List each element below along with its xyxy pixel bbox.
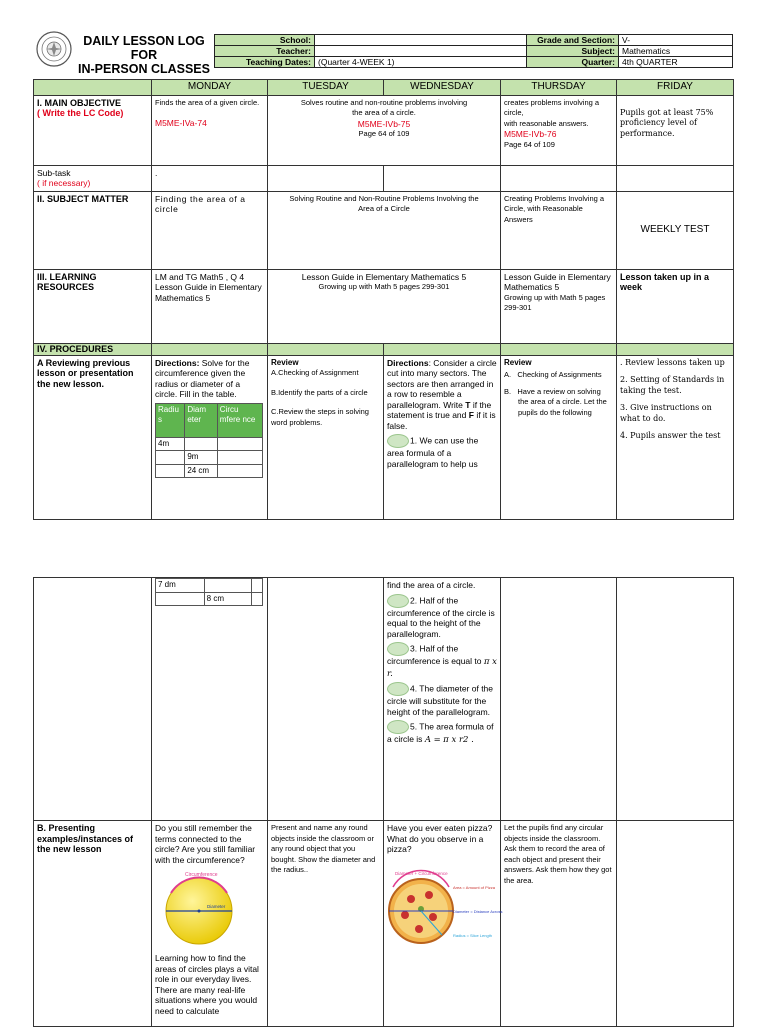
objective-friday: Pupils got at least 75% proficiency level of performance. [617, 95, 734, 165]
lesson-table-page1 [33, 79, 734, 520]
procedure-a-continued-monday [152, 578, 268, 821]
mini-cell [217, 464, 262, 478]
answer-bubble-icon[interactable] [387, 720, 409, 734]
wednesday-item-3: 3. Half of the circumference is equal to [387, 643, 482, 666]
day-friday: FRIDAY [617, 80, 734, 96]
lc-code-tuewed: M5ME-IVb-75 [357, 118, 411, 129]
pizza-diameter-label: Diameter = Distance Across [453, 908, 503, 914]
subtask-tuesday [268, 165, 384, 191]
answer-bubble-icon[interactable] [387, 642, 409, 656]
monday-presenting-text-2: Learning how to find the areas of circles plays a vital role in our everyday lives. There are many real-life situations where you would need to calculate [155, 953, 259, 1016]
procedure-b-thursday: Let the pupils find any circular objects inside the classroom. Ask them to record the area of each object and present their answers. Ask them how they got the area. [501, 821, 617, 1027]
wednesday-item-5: 5. The area formula of a circle is [387, 721, 494, 744]
wednesday-directions-1: : Consider a circle cut into many sectors. The sectors are then arranged in a row to resemble a parallelogram. Write [387, 357, 497, 410]
objective-tuewed-text: Solves routine and non-routine problems involving the area of a circle. [300, 97, 468, 117]
wednesday-item-1-continued: find the area of a circle. [387, 580, 476, 590]
grade-label: Grade and Section: [527, 35, 619, 46]
subtask-wednesday [384, 165, 501, 191]
thursday-review-heading: Review [504, 357, 532, 367]
procedure-a-continued-label [34, 578, 152, 821]
subtask-label: Sub-task [37, 167, 71, 178]
objective-sublabel: ( Write the LC Code) [37, 108, 124, 118]
resources-thursday-1: Lesson Guide in Elementary Mathematics 5 [504, 271, 611, 292]
mini-cell [156, 451, 185, 465]
wednesday-item-4: 4. The diameter of the circle will substitute for the height of the parallelogram. [387, 683, 494, 717]
mini-cell [204, 579, 252, 593]
objective-thursday-text2: with reasonable answers. [504, 118, 589, 128]
procedure-b-row [34, 821, 734, 1027]
wednesday-directions-3: if it is false. [387, 410, 496, 431]
procedure-a-wednesday [384, 355, 501, 519]
lesson-table-page2 [33, 577, 734, 1027]
pizza-circumference-label: Diameter + Circumference [395, 870, 448, 876]
resources-thursday [501, 269, 617, 343]
procedure-a-friday [617, 355, 734, 519]
resources-tuewed [268, 269, 501, 343]
lc-code-thursday: M5ME-IVb-76 [504, 129, 557, 139]
false-mark: F [468, 410, 474, 420]
subject-matter-row [34, 191, 734, 269]
procedures-header-thursday [501, 343, 617, 355]
tuesday-review-a: A.Checking of Assignment [271, 368, 359, 377]
procedure-b-tuesday: Present and name any round objects inside the classroom or any round object that you bought. Show the diameter and the radius.. [268, 821, 384, 1027]
wednesday-item-2: 2. Half of the circumference of the circle is equal to the height of the parallelogram. [387, 594, 495, 639]
circumference-table [155, 403, 263, 479]
thursday-review-a-text: Checking of Assignments [517, 370, 602, 379]
mini-cell [252, 579, 263, 593]
teacher-value [315, 46, 527, 57]
resources-label: III. LEARNING RESOURCES [34, 269, 152, 343]
objective-thursday [501, 95, 617, 165]
objective-thursday-page: Page 64 of 109 [504, 139, 555, 149]
friday-step-1: . Review lessons taken up [620, 357, 725, 367]
quarter-label: Quarter: [527, 57, 619, 68]
subtask-label-cell [34, 165, 152, 191]
procedures-header-row [34, 343, 734, 355]
resources-monday: LM and TG Math5 , Q 4 Lesson Guide in Elementary Mathematics 5 [152, 269, 268, 343]
procedure-a-continued-row [34, 578, 734, 821]
friday-step-3: 3. Give instructions on what to do. [620, 403, 712, 423]
pizza-diagram-icon [387, 859, 503, 969]
day-tuesday: TUESDAY [268, 80, 384, 96]
procedure-a-row [34, 355, 734, 519]
header-info-right [526, 34, 733, 68]
mini-cell [252, 592, 263, 606]
answer-bubble-icon[interactable] [387, 682, 409, 696]
mini-cell: 4m [156, 437, 185, 451]
objective-tuewed-page: Page 64 of 109 [358, 129, 410, 138]
subject-matter-label: II. SUBJECT MATTER [34, 191, 152, 269]
resources-tuewed-2: Growing up with Math 5 pages 299-301 [318, 282, 450, 291]
wednesday-presenting-text: Have you ever eaten pizza? What do you observe in a pizza? [387, 823, 493, 854]
wednesday-item-3-formula: π x r. [387, 657, 497, 679]
objective-label: I. MAIN OBJECTIVE [37, 97, 122, 108]
resources-thursday-2: Growing up with Math 5 pages 299-301 [504, 292, 606, 312]
list-marker: B. [504, 386, 512, 396]
answer-bubble-icon[interactable] [387, 434, 409, 448]
mini-cell [217, 437, 262, 451]
procedure-a-continued-tuesday [268, 578, 384, 821]
header-info-left [214, 34, 527, 68]
mini-cell [217, 451, 262, 465]
circumference-label: Circumference [185, 872, 218, 878]
mini-cell: 9m [185, 451, 217, 465]
mini-header-radius: Radiu s [156, 403, 185, 437]
teaching-dates-label: Teaching Dates: [215, 57, 315, 68]
mini-row [156, 437, 263, 451]
pizza-radius-label: Radius = Slice Length [453, 932, 493, 938]
day-header-row [34, 80, 734, 96]
lc-code-monday: M5ME-IVa-74 [155, 118, 207, 128]
objective-thursday-text1: creates problems involving a circle, [504, 97, 600, 117]
thursday-review-b [504, 387, 613, 419]
procedure-a-thursday [501, 355, 617, 519]
objective-label-cell [34, 95, 152, 165]
corner-cell [34, 80, 152, 96]
circle-diagram-icon [159, 869, 239, 949]
resources-tuewed-1: Lesson Guide in Elementary Mathematics 5 [301, 271, 467, 282]
day-wednesday: WEDNESDAY [384, 80, 501, 96]
mini-row [156, 592, 263, 606]
procedures-header-wednesday [384, 343, 501, 355]
procedure-b-monday [152, 821, 268, 1027]
school-value [315, 35, 527, 46]
monday-directions-text: Solve for the circumference given the radius or diameter of a circle. Fill in the table. [155, 357, 250, 399]
subject-matter-friday: WEEKLY TEST [617, 191, 734, 269]
tuesday-review-heading: Review [271, 357, 299, 367]
monday-presenting-text-1: Do you still remember the terms connected to the circle? Are you still familiar with the circumference? [155, 823, 256, 865]
list-marker: A. [504, 370, 512, 379]
procedure-a-label: A Reviewing previous lesson or presentation the new lesson. [34, 355, 152, 519]
mini-cell: 8 cm [204, 592, 252, 606]
wednesday-item-1: 1. We can use the area formula of a parallelogram to help us [387, 435, 479, 469]
mini-cell: 7 dm [156, 579, 205, 593]
procedure-a-tuesday [268, 355, 384, 519]
document-title: DAILY LESSON LOG FOR IN-PERSON CLASSES [78, 34, 210, 76]
subject-label: Subject: [527, 46, 619, 57]
mini-row [156, 451, 263, 465]
subtask-row [34, 165, 734, 191]
subject-matter-tuewed [268, 191, 501, 269]
mini-header-diameter: Diam eter [185, 403, 217, 437]
procedure-b-wednesday [384, 821, 501, 1027]
procedures-header-monday [152, 343, 268, 355]
subtask-friday [617, 165, 734, 191]
resources-row [34, 269, 734, 343]
mini-cell [156, 592, 205, 606]
mini-cell: 24 cm [185, 464, 217, 478]
school-label: School: [215, 35, 315, 46]
procedure-b-label: B. Presenting examples/instances of the new lesson [34, 821, 152, 1027]
teaching-dates-value: (Quarter 4-WEEK 1) [315, 57, 527, 68]
procedure-b-friday [617, 821, 734, 1027]
mini-header-circumference: Circu mfere nce [217, 403, 262, 437]
friday-step-4: 4. Pupils answer the test [620, 431, 721, 440]
thursday-review-a [504, 370, 613, 381]
procedures-header-tuesday [268, 343, 384, 355]
day-monday: MONDAY [152, 80, 268, 96]
subject-matter-tuewed-text: Solving Routine and Non-Routine Problems Involving the Area of a Circle [289, 193, 479, 213]
diameter-label: Diameter [207, 904, 226, 909]
subtask-sublabel: ( if necessary) [37, 178, 91, 188]
mini-row [156, 464, 263, 478]
subject-matter-thursday: Creating Problems Involving a Circle, with Reasonable Answers [501, 191, 617, 269]
pizza-area-label: Area = Amount of Pizza [453, 884, 495, 890]
circumference-table-continued [155, 578, 263, 606]
objective-monday-text: Finds the area of a given circle. [155, 97, 260, 107]
thursday-review-b-text: Have a review on solving the area of a circle. Let the pupils do the following [517, 386, 607, 417]
tuesday-review-c: C.Review the steps in solving word problems. [271, 407, 369, 427]
subject-matter-monday: Finding the area of a circle [152, 191, 268, 269]
thursday-review-list [504, 370, 613, 418]
grade-value: V- [619, 35, 733, 46]
procedure-a-continued-friday [617, 578, 734, 821]
subtask-monday: . [152, 165, 268, 191]
objective-row [34, 95, 734, 165]
wednesday-directions-bold: Directions [387, 357, 429, 368]
objective-tue-wed [268, 95, 501, 165]
subtask-thursday [501, 165, 617, 191]
answer-bubble-icon[interactable] [387, 594, 409, 608]
mini-cell [156, 464, 185, 478]
resources-friday: Lesson taken up in a week [617, 269, 734, 343]
procedures-header-friday [617, 343, 734, 355]
day-thursday: THURSDAY [501, 80, 617, 96]
wednesday-item-5-formula-a: A = [424, 735, 441, 745]
subject-value: Mathematics [619, 46, 733, 57]
procedure-a-monday [152, 355, 268, 519]
wednesday-item-5-formula-b: π x r2 . [443, 735, 474, 745]
procedures-label: IV. PROCEDURES [34, 343, 152, 355]
procedure-a-continued-thursday [501, 578, 617, 821]
procedure-a-continued-wednesday [384, 578, 501, 821]
mini-cell [185, 437, 217, 451]
true-mark: T [465, 399, 471, 410]
wednesday-directions-2: if the statement is true and [387, 399, 492, 420]
mini-row [156, 579, 263, 593]
monday-directions-bold: Directions: [155, 357, 200, 368]
teacher-label: Teacher: [215, 46, 315, 57]
friday-step-2: 2. Setting of Standards in taking the test. [620, 375, 725, 395]
tuesday-review-b: B.Identify the parts of a circle [271, 387, 368, 397]
quarter-value: 4th QUARTER [619, 57, 733, 68]
deped-seal-icon [36, 31, 72, 67]
objective-monday [152, 95, 268, 165]
